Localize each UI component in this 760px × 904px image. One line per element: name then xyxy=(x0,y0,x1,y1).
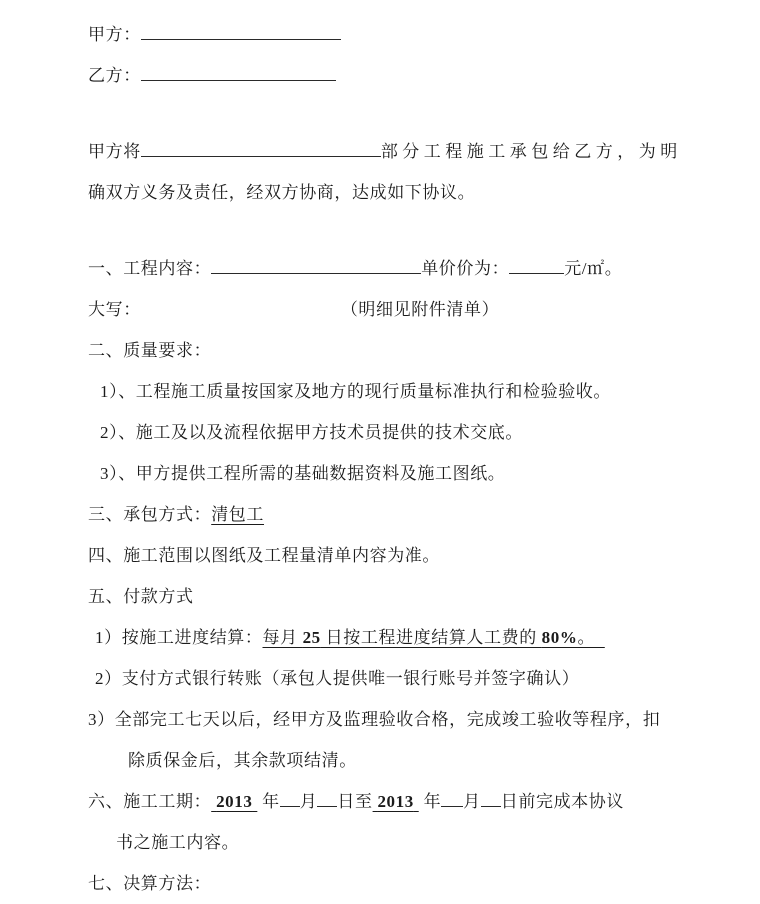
text-segment: 3）全部完工七天以后，经甲方及监理验收合格，完成竣工验收等程序，扣 xyxy=(88,710,661,729)
filled-in-value: 日按工程进度结算人工费的 xyxy=(320,628,542,647)
fill-in-blank[interactable] xyxy=(141,22,341,40)
text-segment: 年 xyxy=(418,792,442,811)
text-segment: 年 xyxy=(257,792,280,811)
text-segment: 2）支付方式银行转账（承包人提供唯一银行账号并签字确认） xyxy=(95,669,580,688)
text-segment: 1）按施工进度结算： xyxy=(95,628,263,647)
text-segment: 乙方： xyxy=(88,66,141,85)
party-b-line xyxy=(88,55,690,96)
text-segment: 月 xyxy=(463,792,481,811)
blank-line xyxy=(88,96,690,131)
text-segment: 2）、施工及以及流程依据甲方技术员提供的技术交底。 xyxy=(100,423,523,442)
text-segment: 一、工程内容： xyxy=(88,259,212,278)
text-segment: 部分工程施工承包给乙方，为明 xyxy=(380,142,682,161)
text-segment: 1）、工程施工质量按国家及地方的现行质量标准执行和检验验收。 xyxy=(100,382,611,401)
text-segment: 日前完成本协议 xyxy=(500,792,624,811)
item-5-sub-2 xyxy=(95,658,690,699)
text-segment: 大写： xyxy=(88,300,141,319)
item-2-sub-2 xyxy=(100,412,690,453)
text-segment: 甲方将 xyxy=(88,142,141,161)
fill-in-blank[interactable] xyxy=(211,256,421,274)
filled-in-value: 80% xyxy=(541,628,578,647)
item-6-continued xyxy=(116,822,690,863)
document-body xyxy=(88,14,690,904)
text-segment: 单价价为： xyxy=(421,259,510,278)
blank-line xyxy=(88,213,690,248)
filled-in-value: 2013 xyxy=(377,792,414,811)
text-segment: 月 xyxy=(299,792,318,811)
filled-in-value: 清包工 xyxy=(211,505,265,524)
item-7-settlement-heading xyxy=(88,863,690,904)
text-segment: 书之施工内容。 xyxy=(116,833,240,852)
intro-line-2 xyxy=(88,172,690,213)
item-5-payment-heading xyxy=(88,576,690,617)
item-6-schedule xyxy=(88,781,690,822)
fill-in-blank[interactable] xyxy=(509,256,564,274)
fill-in-blank[interactable] xyxy=(481,789,501,807)
text-segment: 日至 xyxy=(337,792,373,811)
item-5-sub-3 xyxy=(88,699,690,740)
text-segment: 除质保金后，其余款项结清。 xyxy=(128,751,357,770)
item-2-sub-3 xyxy=(100,453,690,494)
item-4-scope xyxy=(88,535,690,576)
text-segment: 二、质量要求： xyxy=(88,341,212,360)
item-1-amount-in-words xyxy=(88,289,690,330)
fill-in-blank[interactable] xyxy=(280,789,300,807)
text-segment: 3）、甲方提供工程所需的基础数据资料及施工图纸。 xyxy=(100,464,506,483)
item-2-sub-1 xyxy=(100,371,690,412)
party-a-line xyxy=(88,14,690,55)
filled-in-value: 25 xyxy=(302,628,321,647)
text-segment: 五、付款方式 xyxy=(88,587,194,606)
fill-in-blank[interactable] xyxy=(441,789,463,807)
filled-in-value: 。 xyxy=(577,628,605,647)
item-5-sub-1 xyxy=(95,617,690,658)
filled-in-value: 2013 xyxy=(216,792,253,811)
item-2-quality-heading xyxy=(88,330,690,371)
item-3-contract-method xyxy=(88,494,690,535)
filled-in-value: 每月 xyxy=(262,628,303,647)
text-segment: 确双方义务及责任，经双方协商，达成如下协议。 xyxy=(88,183,476,202)
text-segment: 元/㎡。 xyxy=(564,259,623,278)
text-segment: （明细见附件清单） xyxy=(340,300,500,319)
fill-in-blank[interactable] xyxy=(141,63,336,81)
text-segment: 六、施工工期： xyxy=(88,792,212,811)
fill-in-blank[interactable] xyxy=(141,139,381,157)
item-1-project-content xyxy=(88,248,690,289)
text-segment: 七、决算方法： xyxy=(88,874,212,893)
item-5-sub-3-continued xyxy=(128,740,690,781)
text-segment: 甲方： xyxy=(88,25,141,44)
fill-in-blank[interactable] xyxy=(317,789,337,807)
text-segment: 四、施工范围以图纸及工程量清单内容为准。 xyxy=(88,546,440,565)
intro-line-1 xyxy=(88,131,690,172)
text-segment: 三、承包方式： xyxy=(88,505,212,524)
